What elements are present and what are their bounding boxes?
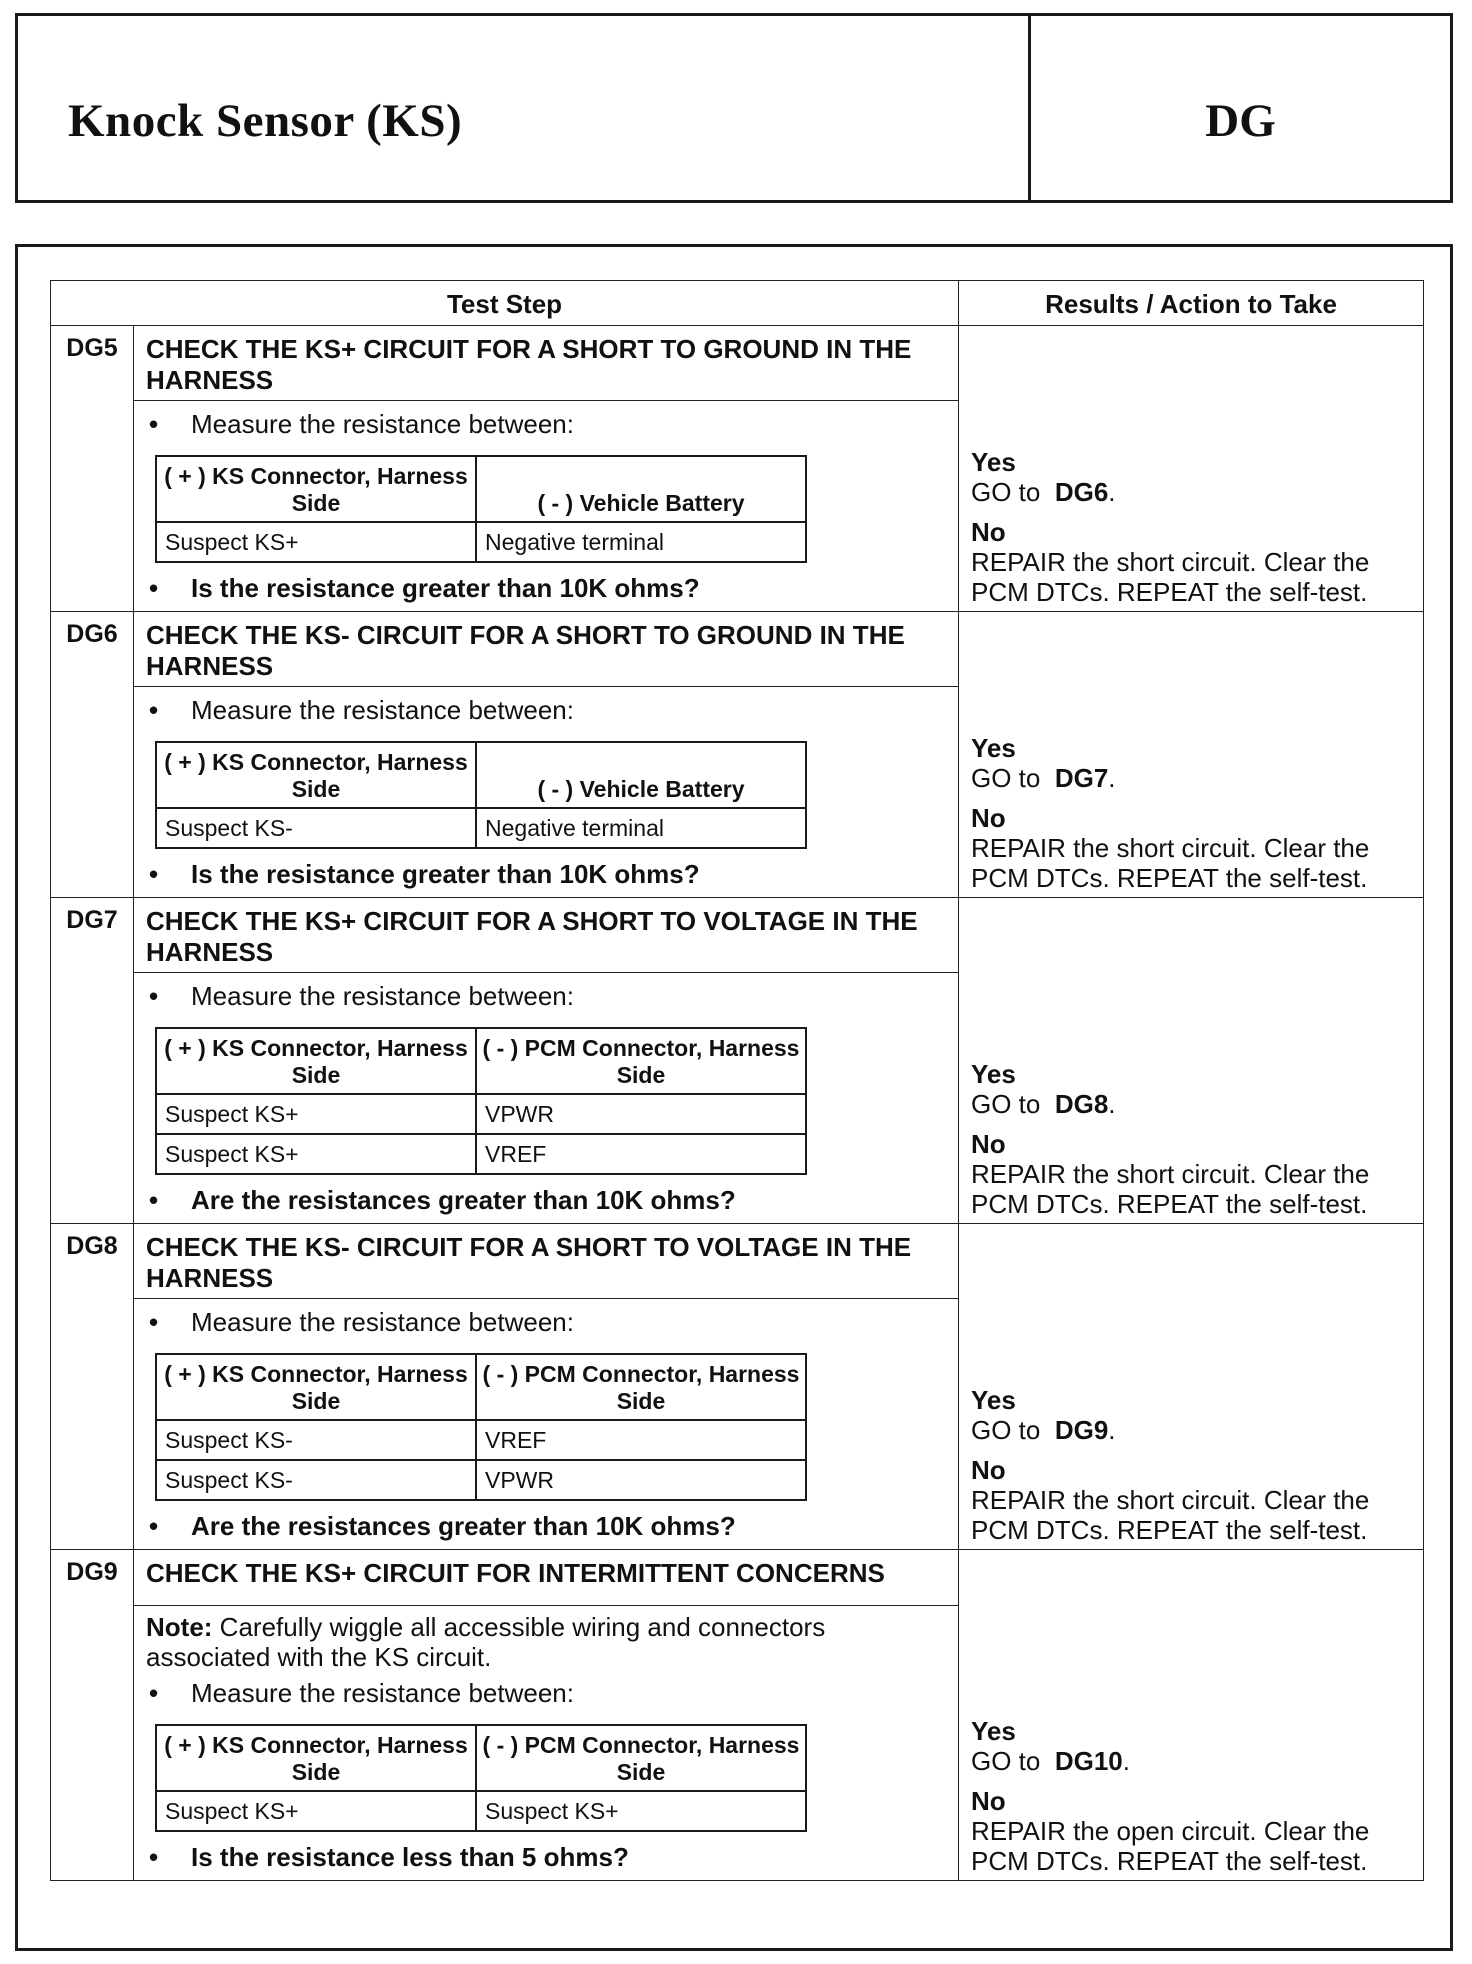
step-results	[959, 1224, 1424, 1550]
go-to-step: DG6	[1054, 477, 1109, 507]
measure-point-minus: Negative terminal	[476, 522, 806, 562]
measurement-row	[156, 1460, 806, 1500]
yes-action: GO to DG8.	[971, 1089, 1116, 1119]
yes-action: GO to DG6.	[971, 477, 1116, 507]
yes-label: Yes	[971, 1385, 1016, 1415]
measure-point-plus: Suspect KS-	[156, 1460, 476, 1500]
no-action: REPAIR the short circuit. Clear the PCM DTCs. REPEAT the self-test.	[971, 547, 1370, 607]
sub-col-minus: ( - ) PCM Connector, Harness Side	[476, 1354, 806, 1420]
no-action: REPAIR the open circuit. Clear the PCM DTCs. REPEAT the self-test.	[971, 1816, 1370, 1876]
no-action: REPAIR the short circuit. Clear the PCM DTCs. REPEAT the self-test.	[971, 1159, 1370, 1219]
step-title-row	[51, 326, 1424, 401]
step-results	[959, 898, 1424, 1224]
measure-instruction: • Measure the resistance between:	[146, 979, 948, 1013]
measurement-row	[156, 1420, 806, 1460]
step-body	[134, 401, 959, 612]
step-title-row	[51, 1550, 1424, 1606]
no-label: No	[971, 1129, 1006, 1159]
step-code-dg7: DG7	[51, 898, 134, 1224]
measure-point-minus: VPWR	[476, 1460, 806, 1500]
measure-instruction: • Measure the resistance between:	[146, 693, 948, 727]
measure-point-plus: Suspect KS+	[156, 1791, 476, 1831]
measure-instruction: • Measure the resistance between:	[146, 407, 948, 441]
no-label: No	[971, 517, 1006, 547]
sub-col-plus: ( + ) KS Connector, Harness Side	[156, 1725, 476, 1791]
step-code-dg9: DG9	[51, 1550, 134, 1881]
test-step-table	[50, 280, 1424, 1881]
col-header-results: Results / Action to Take	[959, 281, 1424, 326]
no-label: No	[971, 1786, 1006, 1816]
sub-col-plus: ( + ) KS Connector, Harness Side	[156, 456, 476, 522]
sub-col-plus: ( + ) KS Connector, Harness Side	[156, 1354, 476, 1420]
step-question: • Are the resistances greater than 10K ohms?	[146, 1183, 948, 1217]
sub-col-minus: ( - ) PCM Connector, Harness Side	[476, 1028, 806, 1094]
measurement-table	[155, 1353, 807, 1501]
step-question: • Is the resistance greater than 10K ohms?	[146, 571, 948, 605]
measure-instruction: • Measure the resistance between:	[146, 1676, 948, 1710]
measure-point-minus: VREF	[476, 1420, 806, 1460]
step-title: CHECK THE KS+ CIRCUIT FOR A SHORT TO VOLTAGE IN THE HARNESS	[134, 898, 959, 973]
yes-label: Yes	[971, 1059, 1016, 1089]
sub-col-plus: ( + ) KS Connector, Harness Side	[156, 1028, 476, 1094]
step-title: CHECK THE KS- CIRCUIT FOR A SHORT TO GROUND IN THE HARNESS	[134, 612, 959, 687]
step-results	[959, 1550, 1424, 1881]
page-title: Knock Sensor (KS)	[68, 95, 463, 147]
measurement-row	[156, 1791, 806, 1831]
no-action: REPAIR the short circuit. Clear the PCM DTCs. REPEAT the self-test.	[971, 1485, 1370, 1545]
sub-col-minus: ( - ) PCM Connector, Harness Side	[476, 1725, 806, 1791]
yes-label: Yes	[971, 1716, 1016, 1746]
go-to-step: DG7	[1054, 763, 1109, 793]
step-question: • Are the resistances greater than 10K ohms?	[146, 1509, 948, 1543]
page-header	[15, 13, 1453, 203]
step-title: CHECK THE KS+ CIRCUIT FOR INTERMITTENT CONCERNS	[134, 1550, 959, 1606]
step-title-row	[51, 1224, 1424, 1299]
measure-instruction: • Measure the resistance between:	[146, 1305, 948, 1339]
measurement-table	[155, 455, 807, 563]
step-note: Note: Carefully wiggle all accessible wiring and connectors associated with the KS circuit.	[146, 1612, 826, 1672]
step-question: • Is the resistance less than 5 ohms?	[146, 1840, 948, 1874]
measure-point-plus: Suspect KS+	[156, 522, 476, 562]
no-label: No	[971, 803, 1006, 833]
measurement-table	[155, 1724, 807, 1832]
measure-point-plus: Suspect KS+	[156, 1094, 476, 1134]
measurement-table	[155, 741, 807, 849]
go-to-step: DG9	[1054, 1415, 1109, 1445]
col-header-test-step: Test Step	[51, 281, 959, 326]
step-body	[134, 973, 959, 1224]
measure-point-minus: VPWR	[476, 1094, 806, 1134]
step-title: CHECK THE KS+ CIRCUIT FOR A SHORT TO GROUND IN THE HARNESS	[134, 326, 959, 401]
no-label: No	[971, 1455, 1006, 1485]
step-body	[134, 1606, 959, 1881]
table-header-row	[51, 281, 1424, 326]
measurement-row	[156, 808, 806, 848]
yes-action: GO to DG10.	[971, 1746, 1130, 1776]
step-title-row	[51, 898, 1424, 973]
step-title: CHECK THE KS- CIRCUIT FOR A SHORT TO VOLTAGE IN THE HARNESS	[134, 1224, 959, 1299]
go-to-step: DG10	[1054, 1746, 1123, 1776]
measurement-row	[156, 522, 806, 562]
step-body	[134, 687, 959, 898]
measurement-table	[155, 1027, 807, 1175]
step-code-dg6: DG6	[51, 612, 134, 898]
sub-col-minus: ( - ) Vehicle Battery	[476, 456, 806, 522]
step-code-dg5: DG5	[51, 326, 134, 612]
measure-point-minus: Suspect KS+	[476, 1791, 806, 1831]
measurement-row	[156, 1094, 806, 1134]
measure-point-plus: Suspect KS-	[156, 808, 476, 848]
step-results	[959, 612, 1424, 898]
yes-label: Yes	[971, 447, 1016, 477]
yes-label: Yes	[971, 733, 1016, 763]
measurement-row	[156, 1134, 806, 1174]
step-code-dg8: DG8	[51, 1224, 134, 1550]
no-action: REPAIR the short circuit. Clear the PCM DTCs. REPEAT the self-test.	[971, 833, 1370, 893]
step-body	[134, 1299, 959, 1550]
sub-col-minus: ( - ) Vehicle Battery	[476, 742, 806, 808]
yes-action: GO to DG7.	[971, 763, 1116, 793]
measure-point-plus: Suspect KS-	[156, 1420, 476, 1460]
sub-col-plus: ( + ) KS Connector, Harness Side	[156, 742, 476, 808]
step-results	[959, 326, 1424, 612]
section-code: DG	[1205, 95, 1276, 147]
step-title-row	[51, 612, 1424, 687]
measure-point-minus: Negative terminal	[476, 808, 806, 848]
step-question: • Is the resistance greater than 10K ohms?	[146, 857, 948, 891]
measure-point-minus: VREF	[476, 1134, 806, 1174]
go-to-step: DG8	[1054, 1089, 1109, 1119]
yes-action: GO to DG9.	[971, 1415, 1116, 1445]
measure-point-plus: Suspect KS+	[156, 1134, 476, 1174]
